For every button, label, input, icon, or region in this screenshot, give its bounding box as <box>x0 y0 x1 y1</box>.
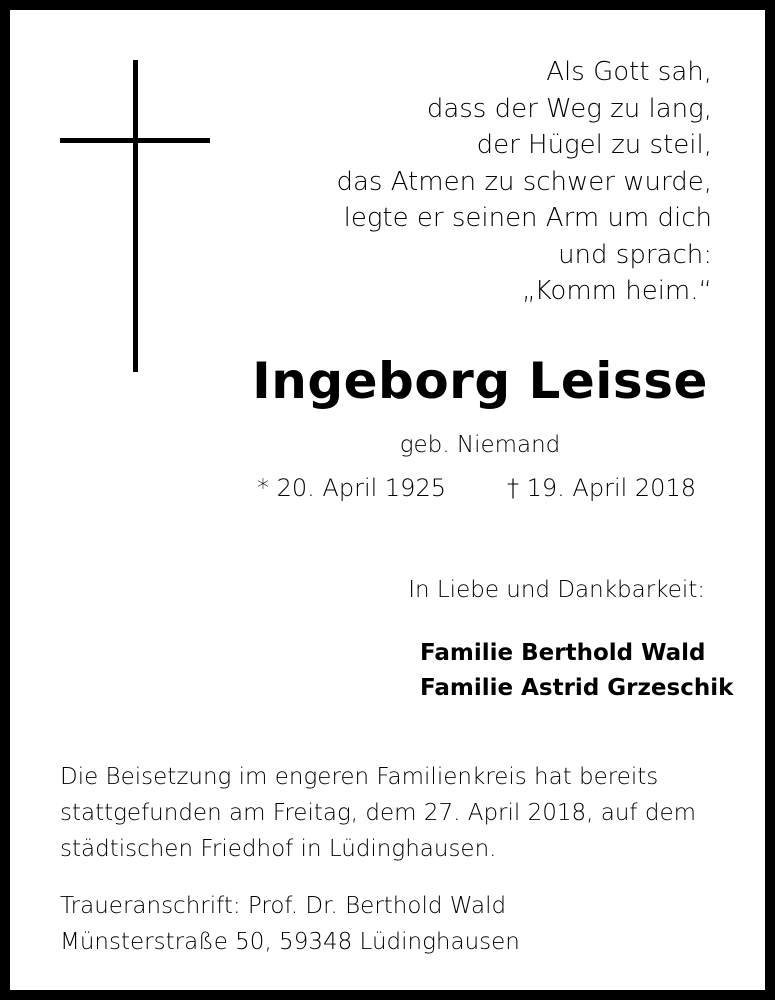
family-name: Familie Berthold Wald <box>420 640 706 666</box>
burial-line: Die Beisetzung im engeren Familienkreis hat bereits <box>60 764 659 790</box>
burial-notice <box>60 759 760 867</box>
cross-icon-vertical-bar <box>133 60 138 372</box>
burial-line: stattgefunden am Freitag, dem 27. April 2018, auf dem <box>60 800 696 826</box>
poem-line: dass der Weg zu lang, <box>426 93 712 124</box>
burial-line: städtischen Friedhof in Lüdinghausen. <box>60 836 497 862</box>
cross-icon-horizontal-bar <box>60 138 210 143</box>
birth-date: * 20. April 1925 <box>257 474 446 502</box>
poem-line: und sprach: <box>558 239 712 270</box>
poem-line: der Hügel zu steil, <box>476 130 712 160</box>
poem-line: das Atmen zu schwer wurde, <box>336 166 712 197</box>
mourners-intro: In Liebe und Dankbarkeit: <box>408 577 705 603</box>
family-name: Familie Astrid Grzeschik <box>420 675 734 701</box>
poem-line: legte er seinen Arm um dich <box>343 203 712 233</box>
poem-line: Als Gott sah, <box>546 57 712 87</box>
address-line: Münsterstraße 50, 59348 Lüdinghausen <box>60 929 520 955</box>
deceased-name: Ingeborg Leisse <box>252 352 708 410</box>
poem-line: „Komm heim.“ <box>522 276 712 306</box>
born-name: geb. Niemand <box>399 432 561 458</box>
mourning-address <box>60 888 760 960</box>
mourner-families <box>420 636 733 706</box>
death-date: † 19. April 2018 <box>507 474 696 502</box>
address-line: Traueranschrift: Prof. Dr. Berthold Wald <box>60 893 507 919</box>
poem <box>292 54 712 310</box>
